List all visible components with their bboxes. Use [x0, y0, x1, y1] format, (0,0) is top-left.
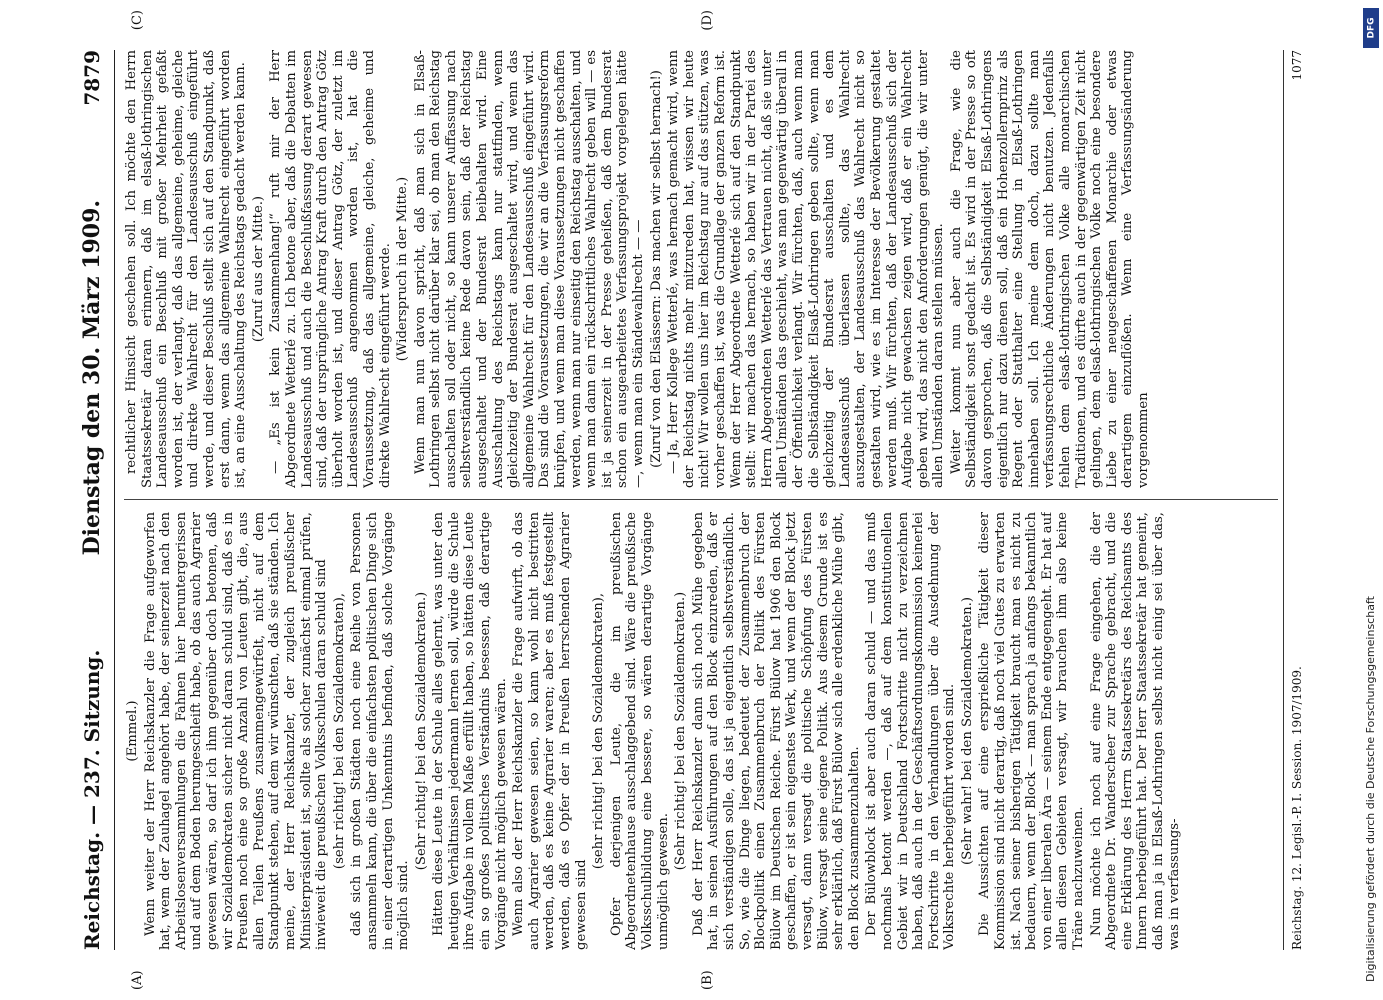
paragraph: — „Es ist kein Zusammenhang!“ ruft mir der Herr Abgeordnete Wetterlé zu. Ich betone aber, daß die Debatten im Landesausschuß und auch die Beschlußfassung derart gewesen sind, daß der ursprüngliche Antrag Kraft durch den Antrag Götz überholt worden ist, und dieser Antrag Götz, der zuletzt im Landesausschuß angenommen worden ist, hat die Voraussetzung, daß das allgemeine, gleiche, geheime und direkte Wahlrecht eingeführt werde. [268, 50, 393, 488]
paragraph: Der Bülowblock ist aber auch daran schuld — und das muß nochmals betont werden —, daß auf dem konstitutionellen Gebiet wir in Deutschland Fortschritte nicht zu verzeichnen haben, daß auch in der Geschäftsordnungskommission keinerlei Fortschritte in den Verhandlungen über die Ausdehnung der Volksrechte herbeigeführt worden sind. [864, 512, 958, 950]
page-footer [1283, 50, 1310, 950]
paragraph: Wenn man nun davon spricht, daß man sich in Elsaß-Lothringen selbst nicht darüber klar sei, ob man den Reichstag ausschalten soll oder nicht, so kann unserer Auffassung nach selbstverständlich keine Rede davon sein, daß der Reichstag ausgeschaltet und der Bundesrat beibehalten wird. Eine Ausschaltung des Reichstags kann nur stattfinden, wenn gleichzeitig der Bundesrat ausgeschaltet wird, und wenn das allgemeine Wahlrecht für den Landesausschuß eingeführt wird. Das sind die Voraussetzungen, die wir an die Verfassungsreform knüpfen, und wenn man diese Voraussetzungen nicht geschaffen werden, wenn man nur einseitig den Reichstag ausschalten, und wenn man dann ein rückschrittliches Wahlrecht geben will — es ist ja seinerzeit in der Presse geheißen, daß dem Bundesrat schon ein ausgearbeitetes Verfassungsprojekt vorgelegen hätte —, wenn man ein Ständewahlrecht — — [412, 50, 646, 488]
dfg-logo: DFG [1363, 8, 1379, 48]
marker-a: (A) [130, 970, 145, 990]
paragraph: Wenn also der Herr Reichskanzler die Frage aufwirft, ob das auch Agrarier gewesen seien, so kann wohl nicht bestritten werden, daß es keine Agrarier waren; aber es muß festgestellt werden, daß es Opfer der in Preußen herrschenden Agrarier gewesen sind [511, 512, 589, 950]
digitization-credit: Digitalisierung gefördert durch die Deutsche Forschungsgemeinschaft [1364, 596, 1377, 982]
page-number: 7879 [80, 50, 104, 106]
interjection: (Sehr richtig! bei den Sozialdemokraten.) [673, 591, 689, 871]
paragraph: rechtlicher Hinsicht geschehen soll. Ich möchte den Herrn Staatssekretär daran erinnern, daß im elsaß-lothringischen Landesausschuß ein Beschluß mit großer Mehrheit gefaßt worden ist, der verlangt, daß das allgemeine, geheime, gleiche und direkte Wahlrecht für den Landesausschuß eingeführt werde, und dieser Beschluß stellt sich auf den Standpunkt, daß erst dann, wenn das allgemeine Wahlrecht eingeführt worden ist, an eine Ausschaltung des Reichstags gedacht werden kann. [124, 50, 249, 488]
text-columns [124, 50, 1278, 950]
marker-b: (B) [700, 970, 715, 990]
interjection: (Emmel.) [125, 700, 140, 762]
paragraph: Opfer derjenigen Leute, die im preußischen Abgeordnetenhause ausschlaggebend sind. Wäre die preußische Volksschulbildung eine bessere, so wären derartige Vorgänge unmöglich gewesen. [608, 512, 671, 950]
left-column [124, 512, 1278, 950]
marker-d: (D) [700, 10, 715, 31]
paragraph: Die Aussichten auf eine ersprießliche Tätigkeit dieser Kommission sind nicht derartig, daß noch viel Gutes zu erwarten ist. Nach seiner bisherigen Tätigkeit braucht man es nicht zu bedauern, wenn der Block — man sprach ja anfangs bekanntlich von einer liberalen Ära — seinem Ende entgegengeht. Er hat auf allen diesen Gebieten versagt, wir brauchen ihm also keine Träne nachzuweinen. [977, 512, 1087, 950]
interjection: (Sehr wahr! bei den Sozialdemokraten.) [959, 597, 975, 865]
interjection: (Sehr richtig! bei den Sozialdemokraten.) [413, 591, 429, 871]
paragraph: Wenn weiter der Herr Reichskanzler die Frage aufgeworfen hat, wem der Zauhagel angehört habe, der seinerzeit nach den Arbeitslosenversammlungen die Fahnen hier heruntergerissen und auf dem Boden herumgeschleift habe, ob das auch Agrarier gewesen wären, so darf ich ihm gegenüber doch betonen, daß wir Sozialdemokraten sicher nicht daran schuld sind, daß es in Preußen noch eine so große Anzahl von Leuten gibt, die, aus allen Teilen Preußens zusammengewürfelt, nicht auf dem Standpunkt stehen, auf dem wir wünschten, daß sie ständen. Ich meine, der Herr Reichskanzler, der zugleich preußischer Ministerpräsident ist, sollte als solcher zunächst einmal prüfen, inwieweit die preußischen Volksschulen daran schuld sind [142, 512, 330, 950]
interjection: (sehr richtig! bei den Sozialdemokraten), [331, 592, 347, 870]
right-column [124, 50, 1278, 488]
paragraph: — Ja, Herr Kollege Wetterlé, was hernach gemacht wird, wenn der Reichstag nichts mehr mitzureden hat, wissen wir heute nicht! Wir wollen uns hier im Reichstag nur auf das stützen, was vorher geschaffen ist, was die Grundlage der ganzen Reform ist. Wenn der Herr Abgeordnete Wetterlé sich auf den Standpunkt stellt: wir machen das hernach, so haben wir in der Partei des Herrn Abgeordneten Wetterlé das Vertrauen nicht, daß sie unter allen Umständen das geschieht, was man gegenwärtig überall in der Öffentlichkeit verlangt. Wir fürchten, daß, auch wenn man die Selbständigkeit Elsaß-Lothringen geben sollte, wenn man gleichzeitig der Bundesrat ausschalten und es dem Landesausschuß überlassen sollte, das Wahlrecht auszugestalten, der Landesausschuß das Wahlrecht nicht so gestalten wird, wie es im Interesse der Bevölkerung gestaltet werden muß. Wir fürchten, daß der Landesausschuß sich der Aufgabe nicht gewachsen zeigen wird, daß er ein Wahlrecht geben wird, das nicht den Anforderungen genügt, die wir unter allen Umständen daran stellen müssen. [666, 50, 947, 488]
document-page [70, 10, 1310, 990]
interjection: (Zuruf aus der Mitte.) [250, 195, 266, 343]
paragraph: Hätten diese Leute in der Schule alles gelernt, was unter den heutigen Verhältnissen jedermann lernen soll, würde die Schule ihre Aufgabe in vollem Maße erfüllt haben, so hätten diese Leute ein so großes politisches Verständnis besessen, daß derartige Vorgänge nicht möglich gewesen wären. [431, 512, 509, 950]
paragraph: Nun möchte ich noch auf eine Frage eingehen, die der Abgeordnete Dr. Wanderscheer zur Sprache gebracht, und die eine Erklärung des Herrn Staatssekretärs des Reichsamts des Innern herbeigeführt hat. Der Herr Staatssekretär hat gemeint, daß man ja in Elsaß-Lothringen selbst nicht einig sei über das, was in verfassungs- [1088, 512, 1182, 950]
footer-volume: Reichstag. 12. Legisl.-P. I. Session. 1907/1909. [1290, 666, 1304, 950]
interjection: (Widerspruch in der Mitte.) [395, 176, 411, 362]
paragraph: daß sich in großen Städten noch eine Reihe von Personen ansammeln kann, die über die einfachsten politischen Dinge sich in einer derartigen Unkenntnis befinden, daß solche Vorgänge möglich sind. [349, 512, 412, 950]
header-date: Dienstag den 30. März 1909. [79, 199, 105, 556]
paragraph: Weiter kommt nun aber auch die Frage, wie die Selbständigkeit sonst gedacht ist. Es wird in der Presse so oft davon gesprochen, daß die Selbständigkeit Elsaß-Lothringens eigentlich nur dazu dienen soll, daß ein Hohenzollernprinz als Regent oder Statthalter eine Stellung in Elsaß-Lothringen innehaben soll. Ich meine dem doch, dazu sollte man verfassungsrechtliche Änderungen nicht benutzen. Jedenfalls fehlen dem elsaß-lothringischen Volke alle monarchischen Traditionen, und es dürfte auch in der gegenwärtigen Zeit nicht gelingen, dem elsaß-lothringischen Volke noch eine besondere Liebe zu einer neugeschaffenen Monarchie oder etwas derartigem einzuflößen. Wenn eine Verfassungsänderung vorgenommen [948, 50, 1151, 488]
marker-c: (C) [130, 10, 145, 31]
interjection: (Zuruf von den Elsässern: Das machen wir selbst hernach!) [648, 70, 664, 468]
footer-sheet-number: 1077 [1290, 50, 1304, 81]
header-session: Reichstag. — 237. Sitzung. [80, 649, 104, 950]
page-header [70, 50, 115, 950]
column-divider [124, 499, 1278, 500]
paragraph: Daß der Herr Reichskanzler dann sich noch Mühe gegeben hat, in seinen Ausführungen auf den Block einzureden, daß er sich verständigen solle, das ist ja eigentlich selbstverständlich. So, wie die Dinge liegen, bedeutet der Zusammenbruch der Blockpolitik einen Zusammenbruch der Politik des Fürsten Bülow im Deutschen Reiche. Fürst Bülow hat 1906 den Block geschaffen, er ist sein eigenstes Werk, und wenn der Block jetzt versagt, dann versagt die politische Schöpfung des Fürsten Bülow, versagt seine eigene Politik. Aus diesem Grunde ist es sehr erklärlich, daß Fürst Bülow sich alle erdenkliche Mühe gibt, den Block zusammenzuhalten. [690, 512, 862, 950]
interjection: (sehr richtig! bei den Sozialdemokraten), [591, 592, 607, 870]
